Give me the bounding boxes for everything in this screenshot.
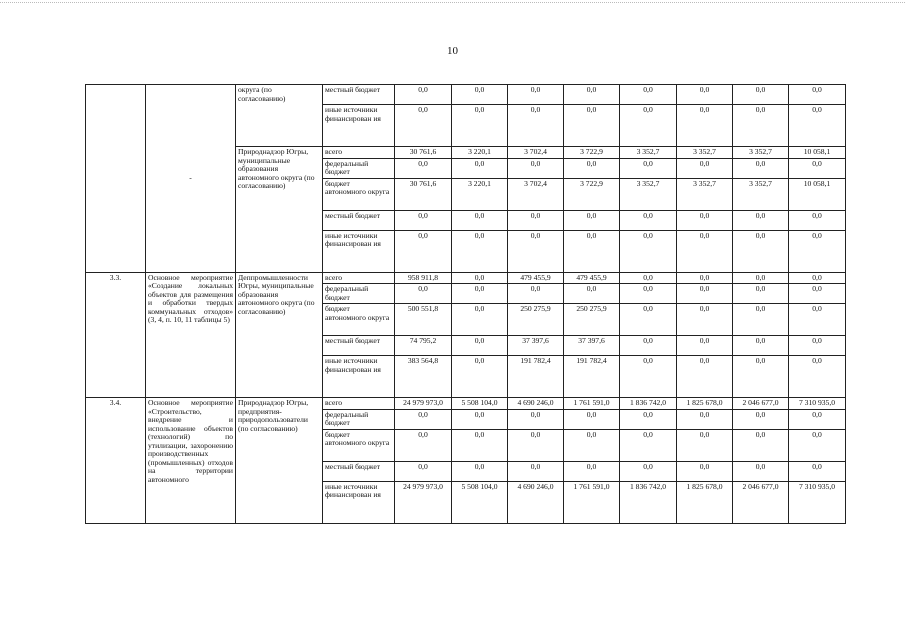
amount-cell: 479 455,9 <box>508 272 564 284</box>
amount-cell: 0,0 <box>789 284 846 304</box>
amount-cell: 0,0 <box>620 304 677 336</box>
amount-cell: 958 911,8 <box>395 272 452 284</box>
amount-cell: 0,0 <box>677 230 733 272</box>
amount-cell: 0,0 <box>395 105 452 147</box>
amount-cell: 0,0 <box>733 105 789 147</box>
amount-cell: 0,0 <box>452 304 508 336</box>
amount-cell: 7 310 935,0 <box>789 398 846 410</box>
funding-source-cell: всего <box>323 147 395 159</box>
amount-cell: 0,0 <box>620 230 677 272</box>
amount-cell: 0,0 <box>564 409 620 429</box>
funding-source-cell: федеральный бюджет <box>323 284 395 304</box>
amount-cell: 0,0 <box>789 356 846 398</box>
funding-source-cell: иные источники финансирован ия <box>323 356 395 398</box>
amount-cell: 0,0 <box>620 210 677 230</box>
amount-cell: 0,0 <box>789 272 846 284</box>
amount-cell: 5 508 104,0 <box>452 481 508 523</box>
amount-cell: 0,0 <box>677 356 733 398</box>
amount-cell: 3 722,9 <box>564 147 620 159</box>
amount-cell: 250 275,9 <box>564 304 620 336</box>
amount-cell: 0,0 <box>395 461 452 481</box>
amount-cell: 0,0 <box>564 210 620 230</box>
amount-cell: 0,0 <box>620 284 677 304</box>
amount-cell: 0,0 <box>789 105 846 147</box>
amount-cell: 0,0 <box>677 272 733 284</box>
amount-cell: 24 979 973,0 <box>395 398 452 410</box>
executor-cell: Природнадзор Югры, муниципальные образования автономного округа (по согласованию) <box>236 147 323 273</box>
amount-cell: 250 275,9 <box>508 304 564 336</box>
amount-cell: 0,0 <box>564 85 620 105</box>
amount-cell: 0,0 <box>733 210 789 230</box>
amount-cell: 0,0 <box>620 105 677 147</box>
event-cell: Основное мероприятие «Строительство, внедрение и использование объектов (технологий) по утилизации, захоронению производственных (промышленных) отходов на территории автономного <box>146 398 236 524</box>
funding-source-cell: местный бюджет <box>323 336 395 356</box>
amount-cell: 0,0 <box>508 85 564 105</box>
amount-cell: 0,0 <box>789 429 846 461</box>
amount-cell: 0,0 <box>508 158 564 178</box>
table-row <box>86 272 846 284</box>
funding-source-cell: иные источники финансирован ия <box>323 230 395 272</box>
amount-cell: 0,0 <box>395 158 452 178</box>
executor-cell: Природнадзор Югры, предприятия-природопользователи (по согласованию) <box>236 398 323 524</box>
amount-cell: 0,0 <box>452 210 508 230</box>
funding-source-cell: федеральный бюджет <box>323 158 395 178</box>
funding-source-cell: федеральный бюджет <box>323 409 395 429</box>
amount-cell: 0,0 <box>677 304 733 336</box>
funding-source-cell: иные источники финансирован ия <box>323 105 395 147</box>
amount-cell: 0,0 <box>620 272 677 284</box>
page-number: 10 <box>447 45 458 57</box>
amount-cell: 24 979 973,0 <box>395 481 452 523</box>
amount-cell: 0,0 <box>395 429 452 461</box>
amount-cell: 0,0 <box>677 85 733 105</box>
amount-cell: 0,0 <box>733 429 789 461</box>
amount-cell: 0,0 <box>733 461 789 481</box>
executor-cell: округа (по согласованию) <box>236 85 323 147</box>
amount-cell: 0,0 <box>452 284 508 304</box>
row-number-cell: 3.3. <box>86 272 146 398</box>
scan-mark: - <box>189 173 192 182</box>
amount-cell: 1 761 591,0 <box>564 481 620 523</box>
amount-cell: 0,0 <box>733 85 789 105</box>
funding-source-cell: местный бюджет <box>323 85 395 105</box>
amount-cell: 0,0 <box>395 210 452 230</box>
amount-cell: 0,0 <box>395 230 452 272</box>
funding-source-cell: бюджет автономного округа <box>323 429 395 461</box>
budget-table-body <box>86 85 846 524</box>
amount-cell: 0,0 <box>620 429 677 461</box>
funding-source-cell: местный бюджет <box>323 461 395 481</box>
amount-cell: 0,0 <box>508 409 564 429</box>
amount-cell: 0,0 <box>508 429 564 461</box>
amount-cell: 0,0 <box>733 284 789 304</box>
event-cell <box>146 85 236 273</box>
amount-cell: 1 836 742,0 <box>620 481 677 523</box>
amount-cell: 0,0 <box>395 85 452 105</box>
amount-cell: 0,0 <box>564 230 620 272</box>
amount-cell: 1 761 591,0 <box>564 398 620 410</box>
amount-cell: 0,0 <box>620 85 677 105</box>
amount-cell: 3 352,7 <box>620 147 677 159</box>
amount-cell: 10 058,1 <box>789 178 846 210</box>
amount-cell: 0,0 <box>677 429 733 461</box>
amount-cell: 0,0 <box>677 105 733 147</box>
amount-cell: 0,0 <box>677 336 733 356</box>
amount-cell: 3 352,7 <box>620 178 677 210</box>
amount-cell: 30 761,6 <box>395 147 452 159</box>
table-row <box>86 85 846 105</box>
amount-cell: 0,0 <box>620 409 677 429</box>
amount-cell: 0,0 <box>677 158 733 178</box>
amount-cell: 0,0 <box>677 461 733 481</box>
amount-cell: 0,0 <box>508 105 564 147</box>
row-number-cell <box>86 85 146 273</box>
amount-cell: 0,0 <box>789 85 846 105</box>
amount-cell: 0,0 <box>733 158 789 178</box>
amount-cell: 0,0 <box>508 230 564 272</box>
amount-cell: 0,0 <box>452 272 508 284</box>
amount-cell: 1 836 742,0 <box>620 398 677 410</box>
event-cell: Основное мероприятие «Создание локальных объектов для размещения и обработки твердых коммунальных отходов» (3, 4, п. 10, 11 таблицы 5) <box>146 272 236 398</box>
amount-cell: 37 397,6 <box>564 336 620 356</box>
amount-cell: 479 455,9 <box>564 272 620 284</box>
amount-cell: 0,0 <box>733 272 789 284</box>
amount-cell: 4 690 246,0 <box>508 481 564 523</box>
amount-cell: 0,0 <box>733 230 789 272</box>
amount-cell: 0,0 <box>452 85 508 105</box>
amount-cell: 2 046 677,0 <box>733 398 789 410</box>
row-number-cell: 3.4. <box>86 398 146 524</box>
amount-cell: 0,0 <box>733 336 789 356</box>
amount-cell: 0,0 <box>452 356 508 398</box>
amount-cell: 0,0 <box>789 409 846 429</box>
amount-cell: 3 352,7 <box>733 178 789 210</box>
amount-cell: 0,0 <box>789 230 846 272</box>
funding-source-cell: всего <box>323 398 395 410</box>
amount-cell: 0,0 <box>620 356 677 398</box>
funding-source-cell: бюджет автономного округа <box>323 304 395 336</box>
amount-cell: 0,0 <box>733 356 789 398</box>
amount-cell: 0,0 <box>733 409 789 429</box>
scan-edge-line <box>0 2 905 3</box>
amount-cell: 3 352,7 <box>677 178 733 210</box>
amount-cell: 0,0 <box>789 461 846 481</box>
amount-cell: 0,0 <box>452 230 508 272</box>
amount-cell: 3 702,4 <box>508 147 564 159</box>
amount-cell: 4 690 246,0 <box>508 398 564 410</box>
amount-cell: 0,0 <box>564 429 620 461</box>
amount-cell: 0,0 <box>452 336 508 356</box>
amount-cell: 500 551,8 <box>395 304 452 336</box>
amount-cell: 0,0 <box>733 304 789 336</box>
funding-source-cell: всего <box>323 272 395 284</box>
amount-cell: 0,0 <box>677 409 733 429</box>
amount-cell: 3 722,9 <box>564 178 620 210</box>
amount-cell: 0,0 <box>452 409 508 429</box>
amount-cell: 74 795,2 <box>395 336 452 356</box>
amount-cell: 3 352,7 <box>677 147 733 159</box>
amount-cell: 0,0 <box>677 210 733 230</box>
amount-cell: 383 564,8 <box>395 356 452 398</box>
amount-cell: 3 702,4 <box>508 178 564 210</box>
executor-cell: Деппромышленности Югры, муниципальные образования автономного округа (по согласованию) <box>236 272 323 398</box>
amount-cell: 0,0 <box>564 461 620 481</box>
budget-table <box>85 84 846 524</box>
amount-cell: 0,0 <box>452 105 508 147</box>
amount-cell: 3 352,7 <box>733 147 789 159</box>
amount-cell: 0,0 <box>789 158 846 178</box>
funding-source-cell: местный бюджет <box>323 210 395 230</box>
amount-cell: 0,0 <box>508 210 564 230</box>
amount-cell: 0,0 <box>452 429 508 461</box>
amount-cell: 0,0 <box>452 158 508 178</box>
amount-cell: 191 782,4 <box>508 356 564 398</box>
amount-cell: 7 310 935,0 <box>789 481 846 523</box>
amount-cell: 191 782,4 <box>564 356 620 398</box>
amount-cell: 1 825 678,0 <box>677 398 733 410</box>
amount-cell: 0,0 <box>620 158 677 178</box>
amount-cell: 0,0 <box>564 158 620 178</box>
amount-cell: 30 761,6 <box>395 178 452 210</box>
amount-cell: 0,0 <box>564 105 620 147</box>
amount-cell: 2 046 677,0 <box>733 481 789 523</box>
amount-cell: 0,0 <box>452 461 508 481</box>
amount-cell: 10 058,1 <box>789 147 846 159</box>
amount-cell: 0,0 <box>508 284 564 304</box>
amount-cell: 0,0 <box>564 284 620 304</box>
amount-cell: 37 397,6 <box>508 336 564 356</box>
funding-source-cell: бюджет автономного округа <box>323 178 395 210</box>
amount-cell: 0,0 <box>677 284 733 304</box>
amount-cell: 3 220,1 <box>452 178 508 210</box>
amount-cell: 3 220,1 <box>452 147 508 159</box>
amount-cell: 0,0 <box>508 461 564 481</box>
amount-cell: 0,0 <box>789 336 846 356</box>
amount-cell: 0,0 <box>620 336 677 356</box>
amount-cell: 0,0 <box>620 461 677 481</box>
amount-cell: 1 825 678,0 <box>677 481 733 523</box>
funding-source-cell: иные источники финансирован ия <box>323 481 395 523</box>
table-row <box>86 398 846 410</box>
amount-cell: 0,0 <box>395 284 452 304</box>
amount-cell: 0,0 <box>789 304 846 336</box>
amount-cell: 0,0 <box>395 409 452 429</box>
amount-cell: 5 508 104,0 <box>452 398 508 410</box>
amount-cell: 0,0 <box>789 210 846 230</box>
